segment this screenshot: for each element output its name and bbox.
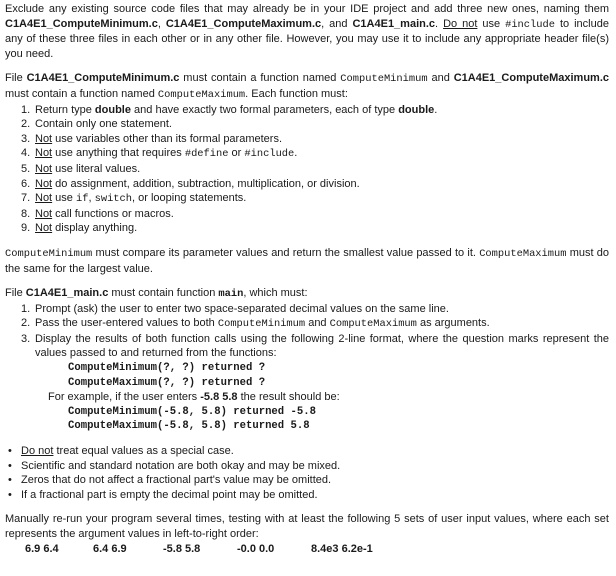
list-item: 2. Contain only one statement. [21, 118, 172, 131]
emphasis-do-not: Do not [443, 17, 478, 30]
intro-text: Exclude any existing source code files that may already be in your IDE project and add three new ones, naming them [5, 3, 609, 15]
bullet-icon: • [8, 488, 12, 501]
format-line-min: ComputeMinimum(?, ?) returned ? [68, 362, 266, 375]
main-requirements-paragraph: File C1A4E1_main.c must contain function main, which must: [5, 287, 308, 301]
test-set: 6.9 6.4 [25, 542, 59, 555]
filename-min: C1A4E1_ComputeMinimum.c [26, 72, 180, 85]
test-set: 8.4e3 6.2e-1 [311, 542, 373, 555]
test-set: 6.4 6.9 [93, 542, 127, 555]
list-item: 1. Prompt (ask) the user to enter two space-separated decimal values on the same line. [21, 302, 449, 315]
list-item: 2. Pass the user-entered values to both ComputeMinimum and ComputeMaximum as arguments. [21, 317, 490, 331]
compare-paragraph: ComputeMinimum must compare its parameter values and return the smallest value passed to it. ComputeMaximum must do the same for the largest value. [5, 246, 609, 275]
list-item: 6. Not do assignment, addition, subtraction, multiplication, or division. [21, 177, 360, 190]
filename-min: C1A4E1_ComputeMinimum.c [5, 17, 158, 30]
function-rules-list [5, 103, 609, 236]
test-value-sets [5, 542, 609, 557]
example-intro: For example, if the user enters -5.8 5.8 the result should be: [48, 391, 340, 404]
list-item: • If a fractional part is empty the decimal point may be omitted. [8, 488, 318, 501]
list-item: 9. Not display anything. [21, 222, 138, 235]
format-code-block [5, 361, 609, 390]
list-item: • Scientific and standard notation are both okay and may be mixed. [8, 459, 341, 472]
file-requirements-paragraph: File C1A4E1_ComputeMinimum.c must contain a function named ComputeMinimum and C1A4E1_ComputeMaximum.c must contain a function named ComputeMaximum. Each function must: [5, 72, 609, 101]
test-set: -5.8 5.8 [163, 542, 201, 555]
list-item: 3. Not use variables other than its formal parameters. [21, 132, 283, 145]
list-item: 8. Not call functions or macros. [21, 207, 174, 220]
filename-main: C1A4E1_main.c [352, 17, 436, 30]
bullet-icon: • [8, 474, 12, 487]
rerun-paragraph: Manually re-run your program several times, testing with at least the following 5 sets of user input values, where each set represents the argument values in left-to-right order: [5, 513, 609, 540]
bullet-icon: • [8, 459, 12, 472]
test-set: -0.0 0.0 [237, 542, 275, 555]
example-line-max: ComputeMaximum(-5.8, 5.8) returned 5.8 [68, 420, 310, 433]
example-code-block [5, 405, 609, 434]
intro-paragraph: Exclude any existing source code files that may already be in your IDE project and add three new ones, naming them C1A4E1_ComputeMinimum.c, C1A4E1_ComputeMaximum.c, and C1A4E1_main.c. Do not use #include to include any of these three files in each other or in any other file. However, you may use it to include any appropriate header file(s) you need. [5, 3, 609, 60]
list-item: 5. Not use literal values. [21, 162, 141, 175]
format-line-max: ComputeMaximum(?, ?) returned ? [68, 376, 266, 389]
notes-list [5, 444, 609, 502]
main-steps-list [5, 302, 609, 361]
filename-main: C1A4E1_main.c [25, 287, 109, 300]
list-item: • Do not treat equal values as a special case. [8, 445, 234, 458]
function-name-min: ComputeMinimum [340, 73, 428, 86]
example-line-min: ComputeMinimum(-5.8, 5.8) returned -5.8 [68, 405, 316, 418]
code-include: #include [505, 18, 555, 31]
list-item: 4. Not use anything that requires #define or #include. [21, 147, 298, 161]
list-item: 3. Display the results of both function calls using the following 2-line format, where the question marks represent the values passed to and returned from the functions: [21, 332, 609, 360]
filename-max: C1A4E1_ComputeMaximum.c [165, 17, 322, 30]
function-name-max: ComputeMaximum [157, 88, 246, 101]
list-item: 7. Not use if, switch, or looping statements. [21, 192, 247, 206]
bullet-icon: • [8, 445, 12, 458]
filename-max: C1A4E1_ComputeMaximum.c [453, 72, 609, 85]
list-item: • Zeros that do not affect a fractional part's value may be omitted. [8, 474, 332, 487]
list-item: 1. Return type double and have exactly two formal parameters, each of type double. [21, 103, 438, 116]
